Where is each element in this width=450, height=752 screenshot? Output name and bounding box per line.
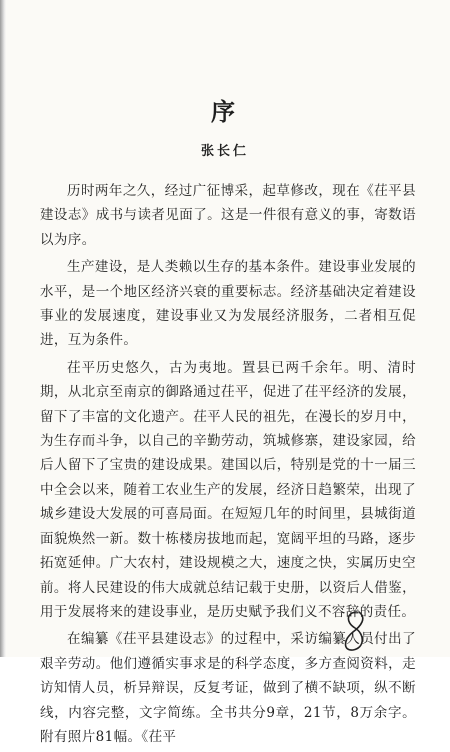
preface-body [40,179,416,752]
paragraph-3: 茌平历史悠久，古为夷地。置县已两千余年。明、清时期，从北京至南京的御路通过茌平，促进了茌平经济的发展，留下了丰富的文化遗产。茌平人民的祖先，在漫长的岁月中，为生存而斗争，以自己的辛勤劳动，筑城修寨，建设家园，给后人留下了宝贵的建设成果。建国以后，特别是党的十一届三中全会以来，随着工农业生产的发展，经济日趋繁荣，出现了城乡建设大发展的可喜局面。在短短几年的时间里，县城街道面貌焕然一新。数十栋楼房拔地而起，宽阔平坦的马路，逐步拓宽延伸。广大农村，建设规模之大，速度之快，实属历史空前。将人民建设的伟大成就总结记载于史册，以资后人借鉴，用于发展将来的建设事业，是历史赋予我们义不容辞的责任。 [40,359,416,620]
paragraph-1: 历时两年之久，经过广征博采，起草修改，现在《茌平县建设志》成书与读者见面了。这是一件很有意义的事，寄数语以为序。 [40,183,416,248]
author-name: 张长仁 [200,144,249,159]
paragraph-2: 生产建设，是人类赖以生存的基本条件。建设事业发展的水平，是一个地区经济兴衰的重要标志。经济基础决定着建设事业的发展速度，建设事业又为发展经济服务，二者相互促进，互为条件。 [40,259,416,349]
handwritten-page-number [335,608,375,656]
paragraph-4: 在编纂《茌平县建设志》的过程中，采访编纂人员付出了艰辛劳动。他们遵循实事求是的科学态度，多方查阅资料，走访知情人员，析异辩误，反复考证，做到了横不缺项，纵不断线，内容完整，文字简练。全书共分9章，21节，8万余字。附有照片81幅。《茌平 [40,631,416,745]
preface-title: 序 [211,97,239,126]
